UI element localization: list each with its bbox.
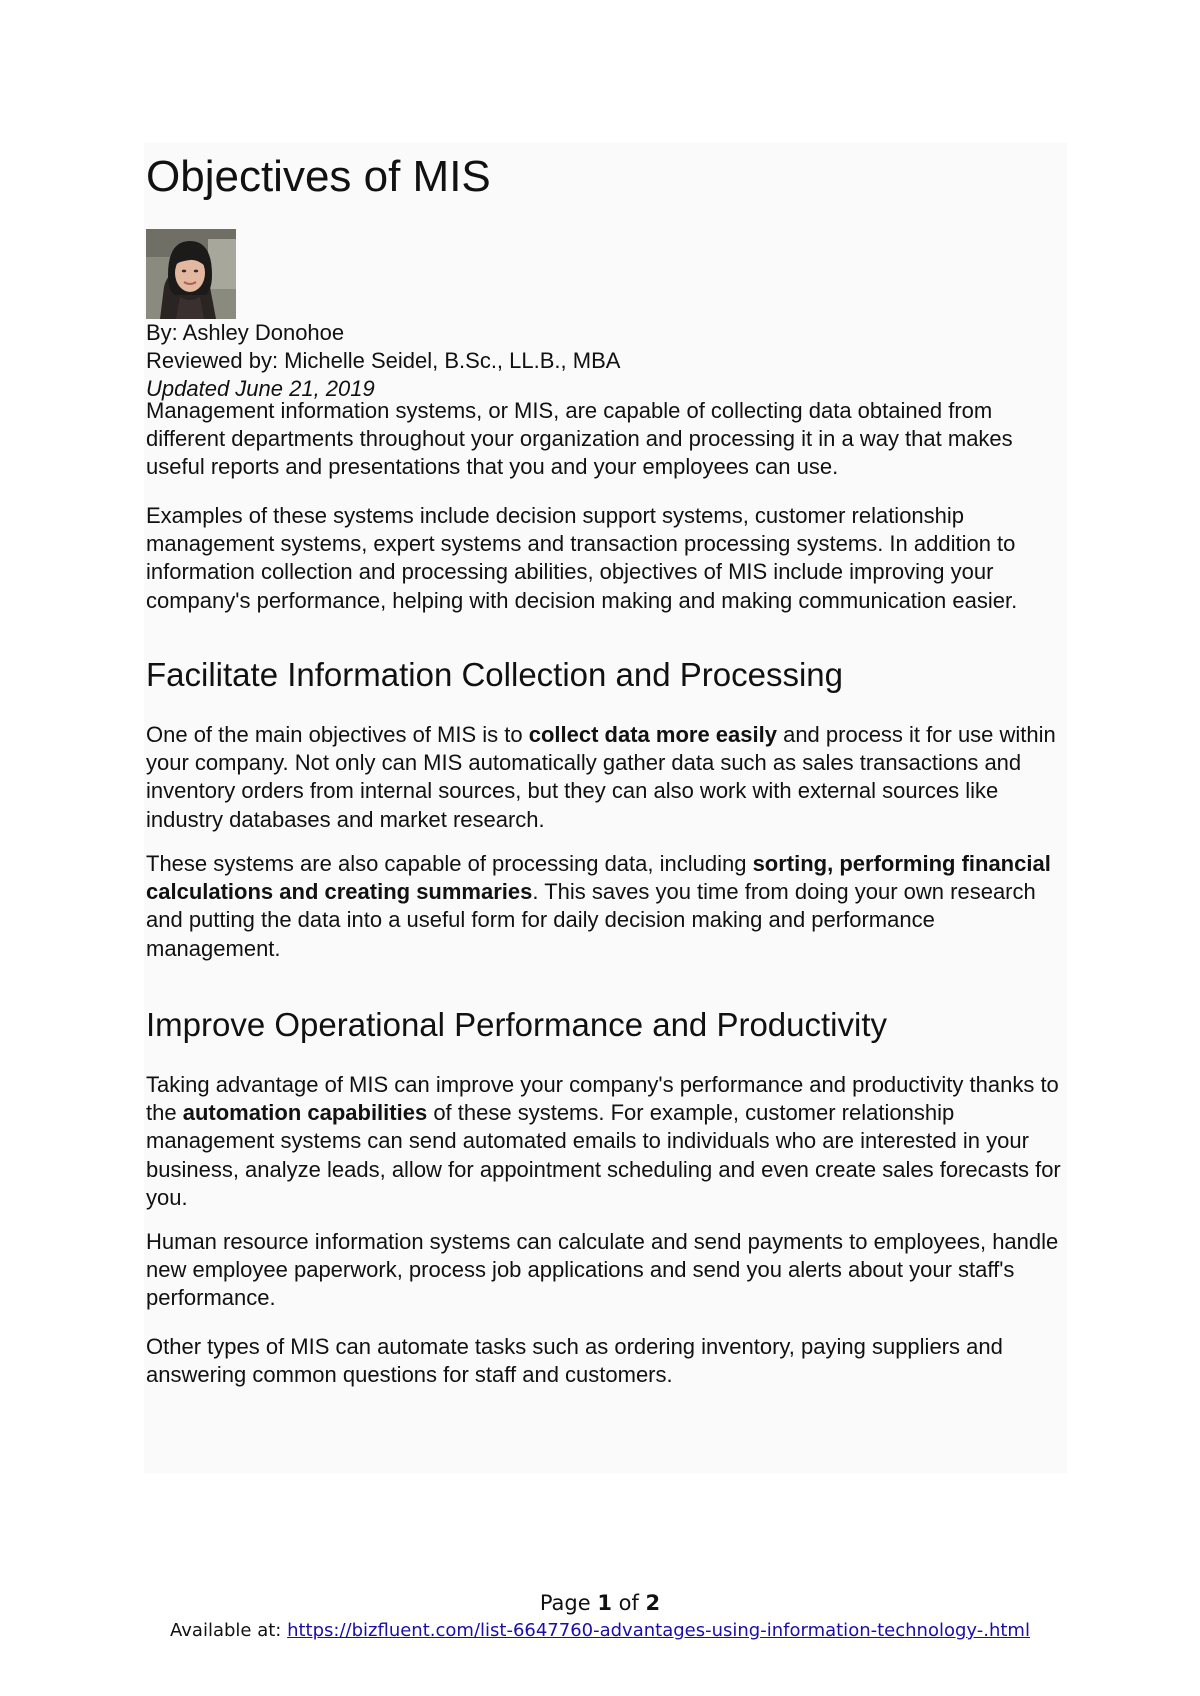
article-title: Objectives of MIS (146, 152, 491, 201)
paragraph-text: These systems are also capable of processing data, including (146, 851, 753, 876)
page-of: of (611, 1591, 646, 1615)
paragraph-text: One of the main objectives of MIS is to (146, 722, 529, 747)
section-1-paragraph-2 (146, 850, 1066, 963)
author-name: By: Ashley Donohoe (146, 320, 345, 345)
section-2-paragraph-1 (146, 1071, 1066, 1212)
byline (146, 319, 620, 403)
paragraph-text: Taking advantage of MIS can improve your company's performance and productivity thanks to the (146, 1072, 1059, 1126)
paragraph-text: of these systems. For example, customer relationship management systems can send automated emails to individuals who are interested in your business, analyze leads, allow for appointment scheduling and even create sales forecasts for you. (146, 1100, 1061, 1210)
page-prefix: Page (539, 1591, 598, 1615)
paragraph-text: and process it for use within your company. Not only can MIS automatically gather data such as sales transactions and inventory orders from internal sources, but they can also work with external sources like industry databases and market research. (146, 722, 1056, 832)
section-heading-performance: Improve Operational Performance and Productivity (146, 1006, 888, 1043)
section-heading-collection: Facilitate Information Collection and Processing (146, 656, 844, 693)
article-container (144, 143, 1067, 1473)
emphasis-text: automation capabilities (182, 1100, 428, 1126)
paragraph-text: . This saves you time from doing your own research and putting the data into a useful form for daily decision making and performance management. (146, 879, 1036, 961)
page-current: 1 (597, 1591, 612, 1615)
source-line (0, 1620, 1200, 1641)
section-1-paragraph-1 (146, 721, 1066, 834)
author-photo (146, 229, 236, 319)
emphasis-text: sorting, performing financial calculations and creating summaries (146, 851, 1051, 905)
page-number (0, 1591, 1200, 1615)
intro-paragraph-1: Management information systems, or MIS, are capable of collecting data obtained from different departments throughout your organization and processing it in a way that makes useful reports and presentations that you and your employees can use. (146, 398, 1013, 480)
page-total: 2 (645, 1591, 661, 1615)
updated-date: Updated June 21, 2019 (146, 376, 375, 401)
source-link[interactable]: https://bizfluent.com/list-6647760-advantages-using-information-technology-.html (287, 1620, 1030, 1641)
reviewer-name: Reviewed by: Michelle Seidel, B.Sc., LL.B., MBA (146, 348, 621, 373)
section-2-paragraph-3: Other types of MIS can automate tasks such as ordering inventory, paying suppliers and answering common questions for staff and customers. (146, 1334, 1003, 1388)
section-2-paragraph-2: Human resource information systems can calculate and send payments to employees, handle new employee paperwork, process job applications and send you alerts about your staff's performance. (146, 1229, 1059, 1311)
emphasis-text: collect data more easily (528, 722, 777, 747)
source-label: Available at: (170, 1620, 288, 1641)
intro-paragraph-2: Examples of these systems include decision support systems, customer relationship management systems, expert systems and transaction processing systems. In addition to information collection and processing abilities, objectives of MIS include improving your company's performance, helping with decision making and making communication easier. (146, 503, 1018, 613)
